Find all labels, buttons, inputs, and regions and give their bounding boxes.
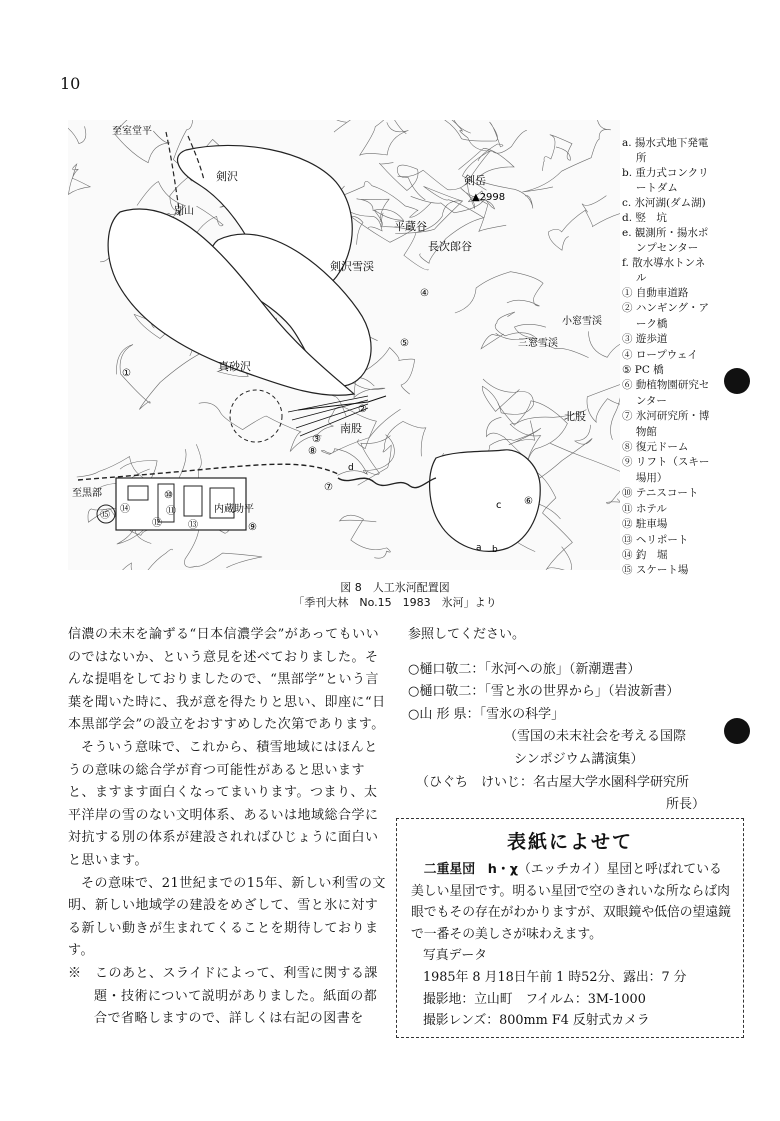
- legend-number-item: ーク橋: [622, 317, 668, 330]
- cover-note-lead: 二重星団 h・χ: [423, 862, 518, 877]
- legend-number-item: ④ ロープウェイ: [622, 348, 698, 361]
- label-to-murodo: 至室堂平: [112, 126, 152, 137]
- map-legend-numbers: [622, 286, 772, 579]
- marker-13: ⑬: [188, 520, 198, 531]
- paragraph-2: そういう意味で、これから、積雪地域にはほんとうの意味の総合学が育つ可能性があると思いますと、ますます面白くなってまいります。つまり、太平洋岸の雪のない文明体系、あるいは地域総合学に対抗する別の体系が建設されればひじょうに面白いと思います。: [68, 739, 379, 868]
- caption-title: 図 8 人工氷河配置図: [340, 581, 450, 594]
- left-column: [68, 624, 388, 1031]
- legend-letter-item: e. 観測所・揚水ポ: [622, 227, 709, 239]
- label-a: a: [476, 543, 482, 553]
- marker-9: ⑨: [248, 522, 257, 533]
- legend-letter-item: a. 揚水式地下発電: [622, 137, 709, 149]
- marker-3: ③: [312, 434, 321, 445]
- legend-letter-item: c. 氷河湖(ダム湖): [622, 197, 706, 209]
- note-paragraph: ※ このあと、スライドによって、利雪に関する課題・技術について説明がありました。紙面の都合で省略しますので、詳しくは右記の図書を: [68, 965, 378, 1027]
- cover-note-title: 表紙によせて: [506, 831, 633, 853]
- marker-2: ②: [358, 404, 367, 415]
- legend-letter-item: ル: [622, 272, 647, 284]
- label-d: d: [348, 463, 354, 473]
- glacier-layout-map: [68, 120, 620, 570]
- legend-number-item: ⑤ PC 橋: [622, 364, 664, 377]
- legend-letter-item: f. 散水導水トンネ: [622, 257, 706, 269]
- label-nanroku: 南股: [340, 422, 362, 435]
- marker-7: ⑦: [324, 482, 333, 493]
- legend-letter-item: b. 重力式コンクリ: [622, 167, 709, 179]
- figure-caption: [250, 580, 540, 610]
- reference-3-sub2: シンポジウム講演集）: [514, 751, 644, 767]
- marker-5: ⑤: [400, 338, 409, 349]
- legend-number-item: ⑥ 動植物園研究セ: [622, 379, 710, 392]
- reference-1: ○樋口敬二：「氷河への旅」（新潮選書）: [408, 661, 641, 677]
- marker-11: ⑪: [166, 506, 176, 517]
- marker-12: ⑫: [152, 518, 162, 529]
- reference-2: ○樋口敬二：「雪と氷の世界から」（岩波新書）: [408, 684, 680, 700]
- label-heizo: 平蔵谷: [394, 220, 427, 233]
- label-to-kurobe: 至黒部: [72, 488, 102, 499]
- marker-10: ⑩: [164, 490, 173, 501]
- label-bessan: 別山: [174, 206, 194, 217]
- legend-number-item: ⑩ テニスコート: [622, 487, 699, 500]
- label-tsurugisawa-sekkei: 剣沢雪渓: [330, 260, 374, 273]
- legend-number-item: ⑨ リフト（スキー: [622, 456, 710, 469]
- legend-number-item: ① 自動車道路: [622, 287, 689, 299]
- photo-data-exposure: 1985年 8 月18日午前 1 時52分、露出：7 分: [423, 969, 687, 985]
- legend-letter-item: ンプセンター: [622, 242, 699, 254]
- photo-data-lens: 撮影レンズ：800mm F4 反射式カメラ: [423, 1013, 650, 1029]
- cover-note-body: [411, 859, 733, 1032]
- spacer: [408, 647, 738, 659]
- legend-number-item: ⑦ 氷河研究所・博: [622, 410, 710, 423]
- label-tsurugisawa: 剣沢: [216, 170, 238, 183]
- marker-8: ⑧: [308, 446, 317, 457]
- right-column: [408, 624, 738, 817]
- binding-hole-upper: [724, 368, 750, 394]
- label-b: b: [492, 545, 498, 555]
- legend-number-item: 物館: [622, 425, 657, 438]
- legend-letter-item: ートダム: [622, 182, 678, 194]
- label-elevation: ▲2998: [472, 192, 506, 203]
- reference-3-sub1: （雪国の未末社会を考える国際: [504, 729, 687, 745]
- marker-14: ⑭: [120, 504, 130, 515]
- marker-15: ⑮: [100, 510, 110, 521]
- legend-number-item: ⑧ 復元ドーム: [622, 441, 689, 454]
- label-c: c: [496, 500, 502, 511]
- legend-number-item: ② ハンギング・ア: [622, 302, 710, 315]
- page-number: 10: [60, 74, 81, 93]
- reference-3: ○山 形 県：「雪氷の科学」: [408, 706, 565, 722]
- caption-source: 「季刊大林 No.15 1983 氷河」より: [293, 596, 497, 609]
- legend-number-item: 場用）: [622, 471, 668, 484]
- photo-data-title: 写真データ: [423, 948, 487, 964]
- map-legend-letters: [622, 136, 772, 286]
- label-sanmado: 三窓雪渓: [518, 338, 558, 349]
- legend-number-item: ⑭ 釣 堀: [622, 548, 668, 561]
- legend-number-item: ⑪ ホテル: [622, 502, 667, 515]
- binding-hole-lower: [724, 718, 750, 744]
- legend-number-item: ③ 遊歩道: [622, 333, 668, 346]
- paragraph-1: 信濃の未末を論ずる“日本信濃学会”があってもいいのではないか、という意見を述べておりました。そんな提唱をしておりましたので、“黒部学”という言葉を聞いた時に、我が意を得たりと思い、即座に“日本黒部学会”の設立をおすすめした次第であります。: [68, 627, 386, 733]
- label-komado: 小窓雪渓: [562, 316, 602, 327]
- author-affiliation-cont: 所長）: [666, 797, 706, 813]
- cover-note-text: （エッチカイ）星団と呼ばれている美しい星団です。明るい星団で空のきれいな所ならば肉眼でもその存在がわかりますが、双眼鏡や低倍の望遠鏡で一番その美しさが味わえます。: [411, 862, 731, 942]
- legend-number-item: ⑫ 駐車場: [622, 518, 668, 531]
- marker-6: ⑥: [524, 496, 533, 507]
- paragraph-3: その意味で、21世紀までの15年、新しい利雪の文明、新しい地域学の建設をめざして、雪と氷に対する新しい動きが生まれてくることを期待しております。: [68, 875, 386, 959]
- legend-number-item: ⑮ スケート場: [622, 564, 689, 577]
- label-hokuroku: 北股: [564, 410, 586, 423]
- marker-4: ④: [420, 288, 429, 299]
- label-uchikura: 内蔵助平: [214, 504, 254, 515]
- legend-number-item: ンター: [622, 394, 667, 407]
- label-tsurugidake: 剣岳: [464, 174, 486, 187]
- cover-note-box: [396, 818, 744, 1038]
- legend-number-item: ⑬ ヘリポート: [622, 533, 689, 546]
- legend-letter-item: d. 竪 坑: [622, 212, 667, 224]
- label-masagosawa: 真砂沢: [218, 360, 251, 373]
- continuation-text: 参照してください。: [408, 627, 526, 642]
- label-chojiro: 長次郎谷: [428, 240, 472, 253]
- author-affiliation: （ひぐち けいじ：名古屋大学水園科学研究所: [416, 774, 690, 790]
- photo-data-location: 撮影地：立山町 フイルム：3M-1000: [423, 991, 646, 1007]
- marker-1: ①: [122, 368, 131, 379]
- legend-letter-item: 所: [622, 152, 647, 164]
